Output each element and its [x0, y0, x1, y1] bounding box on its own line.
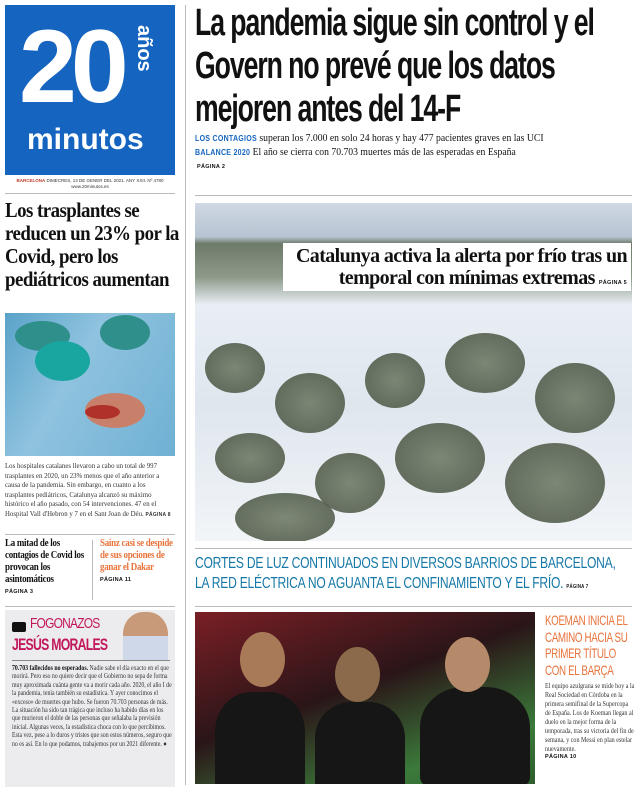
football-celebration-photo [195, 612, 535, 784]
opinion-column [5, 610, 175, 787]
transplants-body-text: Los hospitales catalanes llevaron a cabo un total de 997 trasplantes en 2020, un 23% menos que el año anterior a causa de la pandemia. Sin embargo, en cuanto a los trasplantes pediátricos, Catalunya alcanzó su máximo histórico el año pasado, con 54 intervenciones. 47 en el Hospital Vall d'Hebron y 7 en el Sant Joan de Déu. [5, 461, 160, 518]
brief-asymptomatic-story [5, 538, 90, 595]
power-headline-text: CORTES DE LUZ CONTINUADOS EN DIVERSOS BARRIOS DE BARCELONA, LA RED ELÉCTRICA NO AGUANTA EL CONFINAMIENTO Y EL FRÍO. [195, 555, 616, 592]
dateline-date: DIMECRES, 13 DE GENER DEL 2021. ANY XXII. Nº 4780 [46, 178, 164, 183]
surgery-photo [5, 313, 175, 456]
dateline [5, 178, 175, 190]
subhead-label: BALANCE 2020 [195, 148, 251, 157]
masthead-logo[interactable] [5, 5, 175, 175]
main-headline[interactable]: La pandemia sigue sin control y el Govern no prevé que los datos mejoren antes del 14-F [195, 2, 594, 130]
transplants-headline[interactable]: Los trasplantes se reducen un 23% por la Covid, pero los pediátricos aumentan [5, 198, 179, 291]
page-ref[interactable]: PÁGINA 5 [598, 280, 627, 286]
subhead-text: El año se cierra con 70.703 muertes más de las esperadas en España [252, 146, 516, 158]
page-ref[interactable]: PÁGINA 2 [197, 164, 226, 170]
koeman-body: El equipo azulgrana se mide hoy a la Real Sociedad en Córdoba en la primera semifinal de la Supercopa de España. Los de Koeman llegan al duelo en la mejor forma de la temporada, tras su victoria del fin de semana, y con Messi en plan estelar nuevamente. [545, 681, 635, 753]
page-ref[interactable]: PÁGINA 7 [566, 584, 589, 590]
cold-headline-text: Catalunya activa la alerta por frío tras un temporal con mínimas extremas [295, 245, 627, 289]
cold-headline[interactable] [283, 243, 631, 291]
brief-asymptomatic[interactable]: La mitad de los contagios de Covid los provocan los asintomáticos [5, 538, 84, 585]
main-story [195, 2, 635, 192]
logo-number: 20 [19, 9, 123, 125]
subhead-balance [195, 146, 635, 159]
page-ref[interactable]: PÁGINA 8 [145, 511, 171, 518]
power-cuts-headline[interactable] [195, 554, 632, 597]
subhead-text: superan los 7.000 en solo 24 horas y hay 477 pacientes graves en las UCI [259, 132, 544, 144]
column-text: Nadie sabe el día exacto en el que morirá. Pero eso no quiere decir que el Gobierno no sepa de forma muy aproximada cuánta gente va a morir cada año. 2020, el año I de la pandemia, tenía también su estadística. Y ayer conocimos el «exceso» de muertes que hubo. Se fueron 70.703 personas de más. La situación ha sido tan trágica que incluso ha habido días en los que murieron el doble de las personas que señalaba la previsión inicial. Algunas veces, la estadística choca con lo que percibimos. Esta vez, pese a lo duros y tristes que son estos números, seguro que no es así. En lo que podamos, trabajemos por un 2021 diferente. [12, 663, 172, 748]
koeman-story [545, 612, 635, 760]
brief-sainz[interactable]: Sainz casi se despide de sus opciones de ganar el Dakar [100, 538, 173, 573]
brief-sainz-story [100, 538, 178, 583]
subhead-label: LOS CONTAGIOS [195, 134, 257, 143]
subhead-contagios [195, 132, 635, 145]
author-avatar [123, 612, 168, 660]
logo-anos: años [133, 25, 155, 72]
website: www.20minutos.es [71, 184, 109, 189]
page-ref[interactable]: PÁGINA 11 [100, 577, 132, 583]
koeman-headline[interactable]: KOEMAN INICIA EL CAMINO HACIA SU PRIMER TÍTULO CON EL BARÇA [545, 612, 628, 678]
transplants-body [5, 461, 176, 521]
dateline-city: BARCELONA [16, 178, 46, 183]
column-author: JESÚS MORALES [12, 635, 108, 654]
column-lead: 70.703 fallecidos no esperados. [12, 663, 89, 672]
page-ref[interactable]: PÁGINA 3 [5, 589, 34, 595]
flash-icon [12, 622, 26, 632]
column-section: FOGONAZOS [30, 615, 100, 632]
logo-minutos: minutos [27, 123, 144, 156]
column-body: 70.703 fallecidos no esperados. Nadie sabe el día exacto en el que morirá. Pero eso no quiere decir que el Gobierno no sepa de forma muy aproximada cuánta gente va a morir cada año. 2020, el año I de la pandemia, tenía también su estadística. Y ayer conocimos el «exceso» de muertes que hubo. Se fueron 70.703 personas de más. La situación ha sido tan trágica que incluso ha habido días en los que murieron el doble de las personas que señalaba la previsión inicial. Algunas veces, la estadística choca con lo que percibimos. Esta vez, pese a lo duros y tristes que son estos números, seguro que no es así. En lo que podamos, trabajemos por un 2021 diferente. ● [12, 663, 172, 748]
page-ref[interactable]: PÁGINA 10 [545, 754, 577, 760]
